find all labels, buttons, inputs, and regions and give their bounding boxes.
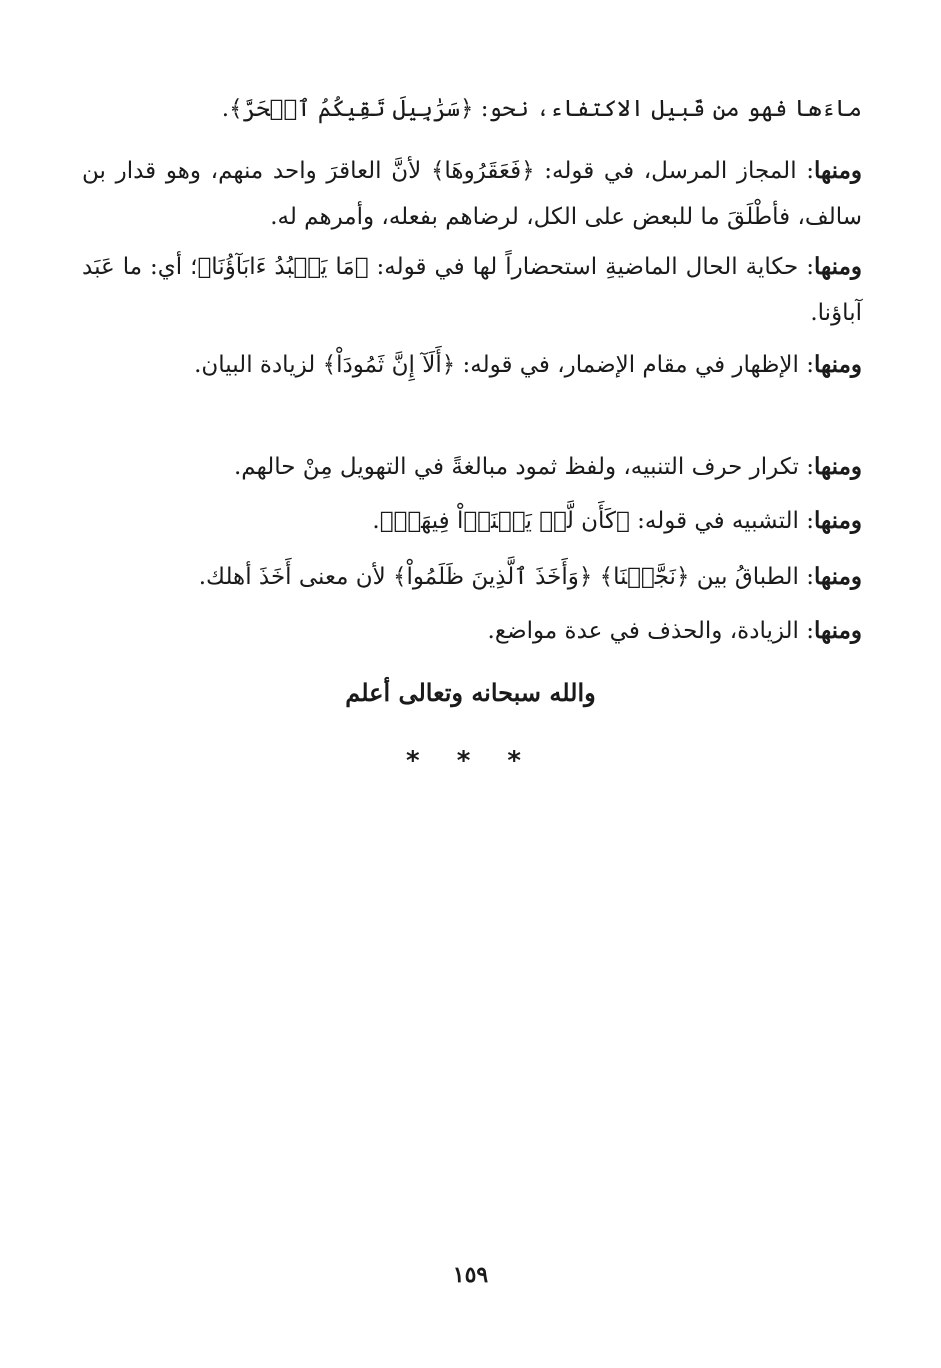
paragraph-lead: ومنها <box>814 617 862 644</box>
paragraph-text: ماءَها فهو من قَبيل الاكتفاء، نحو: ﴿سَرَٰبِيلَ تَقِيكُمُ ٱلۡحَرَّ﴾. <box>221 96 862 122</box>
paragraph-lead: ومنها <box>814 453 862 480</box>
paragraph-text: : التشبيه في قوله: ﴿كَأَن لَّمۡ يَغۡنَوۡاْ فِيهَآۗ﴾. <box>372 508 815 534</box>
paragraph-text: : الإظهار في مقام الإضمار، في قوله: ﴿أَلَآ إِنَّ ثَمُودَاْ﴾ لزيادة البيان. <box>194 352 815 378</box>
paragraph-text: : تكرار حرف التنبيه، ولفظ ثمود مبالغةً في التهويل مِنْ حالهم. <box>234 454 815 480</box>
closing-phrase: والله سبحانه وتعالى أعلم <box>345 678 596 707</box>
paragraph-izhar <box>82 342 920 388</box>
paragraph-text: : الطباقُ بين ﴿نَجَّيۡنَا﴾ ﴿وَأَخَذَ ٱلَّذِينَ ظَلَمُواْ﴾ لأن معنى أَخَذَ أهلك. <box>198 564 815 590</box>
paragraph-hikayat-al-hal <box>82 244 920 336</box>
paragraph-lead: ومنها <box>814 563 862 590</box>
paragraph-text: : حكاية الحال الماضيةِ استحضاراً لها في قوله: ﴿مَا يَعۡبُدُ ءَابَآؤُنَا﴾؛ أي: ما عَبَد آباؤنا. <box>82 254 862 326</box>
paragraph-lead: ومنها <box>814 253 862 280</box>
paragraph-lead: ومنها <box>814 507 862 534</box>
paragraph-text: : الزيادة، والحذف في عدة مواضع. <box>487 618 815 644</box>
paragraph-majaz-mursal <box>82 148 920 240</box>
paragraph-ziyada-hadhf <box>82 608 920 654</box>
paragraph-tashbih <box>82 498 920 544</box>
paragraph-text: : المجاز المرسل، في قوله: ﴿فَعَقَرُوهَا﴾ لأنَّ العاقرَ واحد منهم، وهو قدار بن سالف، فأطْلَقَ ما للبعض على الكل، لرضاهم بفعله، وأمرهم له. <box>82 158 862 230</box>
paragraph-lead: ومنها <box>814 157 862 184</box>
paragraph-tibaq <box>82 554 920 600</box>
paragraph-tikrar <box>82 444 920 490</box>
section-separator: * * * <box>406 746 535 776</box>
page-number: ١٥٩ <box>452 1262 489 1288</box>
paragraph-continuation <box>82 86 862 132</box>
paragraph-lead: ومنها <box>814 351 862 378</box>
